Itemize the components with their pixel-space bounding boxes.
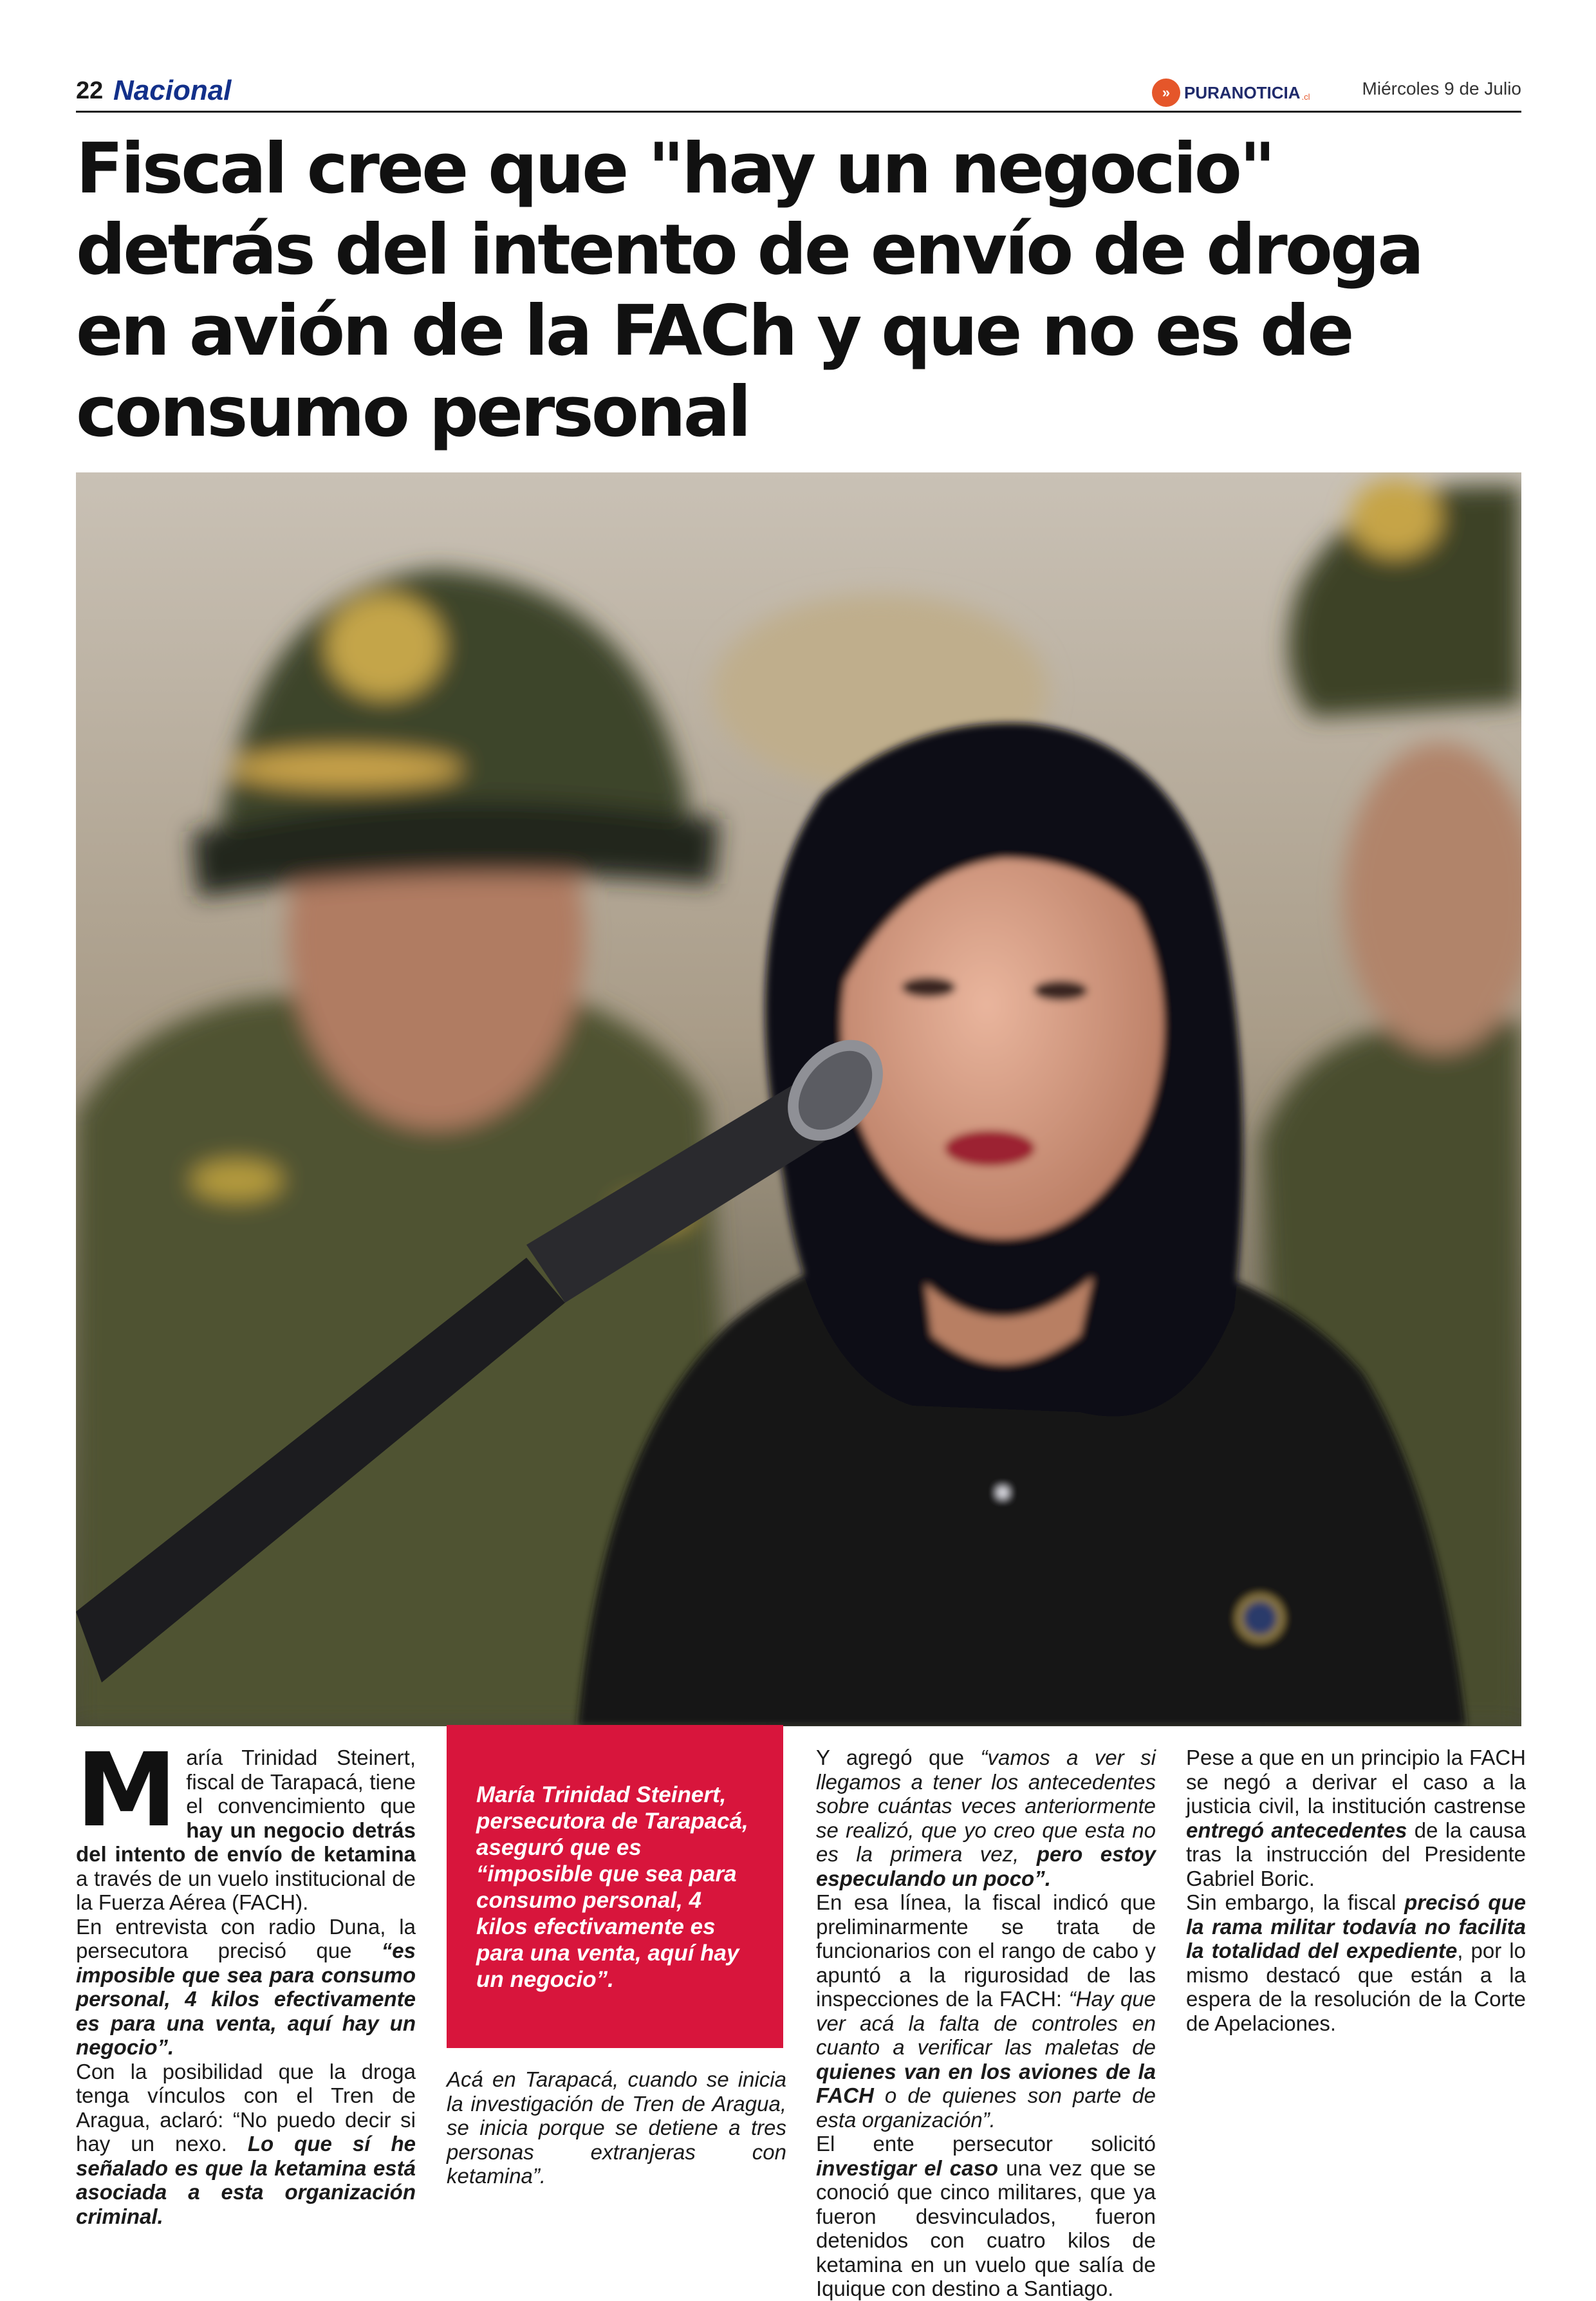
text-run: Sin embargo, la fiscal	[1186, 1890, 1405, 1914]
column-3	[816, 1746, 1156, 2301]
logo-text: PURANOTICIA	[1184, 82, 1301, 102]
page-number: 22	[76, 77, 104, 104]
text-run: de la causa tras la instrucción del Presidente Gabriel Boric.	[1186, 1818, 1526, 1890]
text-run: El ente persecutor solicitó	[816, 2132, 1156, 2156]
text-run-bold-italic: pero estoy especulando un poco”.	[816, 1842, 1156, 1890]
text-run: a través de un vuelo institucional de la Fuerza Aérea (FACH).	[76, 1866, 416, 1914]
text-run: , por lo mismo destacó que están a la espera de la resolución de la Corte de Apelaciones.	[1186, 1939, 1526, 2035]
text-run: una vez que se conoció que cinco militares, que ya fueron desvinculados, fueron detenidos con cuatro kilos de ketamina en un vuelo que salía de Iquique con destino a Santiago.	[816, 2156, 1156, 2300]
column-4	[1186, 1746, 1526, 2035]
paragraph	[816, 1746, 1156, 1890]
paragraph	[447, 2067, 786, 2188]
pull-quote: María Trinidad Steinert, persecutora de Tarapacá, aseguró que es “imposible que sea para consumo personal, 4 kilos efectivamente es para una venta, aquí hay un negocio”.	[447, 1725, 783, 2048]
text-run-bold-italic: Lo que sí he señalado es que la ketamina está asociada a esta organización criminal.	[76, 2132, 416, 2228]
column-1	[76, 1731, 416, 2228]
text-run-italic: “Hay que ver acá la falta de controles en cuanto a verificar las maletas de	[816, 1987, 1156, 2059]
issue-date: Miércoles 9 de Julio	[1362, 79, 1521, 98]
text-run: Y agregó que	[816, 1746, 981, 1769]
section-label: Nacional	[113, 75, 232, 106]
text-run: En esa línea, la fiscal indicó que preliminarmente se trata de funcionarios con el rango de cabo y apuntó a la rigurosidad de las inspecciones de la FACH:	[816, 1890, 1156, 2011]
logo-arrows-icon: »	[1152, 79, 1180, 107]
logo-suffix: .cl	[1301, 91, 1310, 102]
drop-cap: M	[76, 1731, 178, 1850]
text-run-bold: hay un negocio detrás del intento de envío de ketamina	[76, 1818, 416, 1866]
paragraph	[1186, 1746, 1526, 1890]
paragraph	[76, 1915, 416, 2060]
text-run: aría Trinidad Steinert, fiscal de Tarapacá, tiene el convencimiento que	[186, 1746, 416, 1818]
text-run-italic: “vamos a ver si llegamos a tener los antecedentes sobre cuántas veces anteriormente se realizó, que yo creo que esta no es la primera vez,	[816, 1746, 1156, 1866]
text-run: En entrevista con radio Duna, la persecutora precisó que	[76, 1914, 416, 1962]
column-2	[447, 2067, 786, 2188]
headline: Fiscal cree que "hay un negocio" detrás del intento de envío de droga en avión de la FACh y que no es de consumo personal	[76, 129, 1422, 452]
text-run-bold-italic: investigar el caso	[816, 2156, 998, 2180]
puranoticia-logo	[1152, 79, 1310, 107]
paragraph	[76, 2060, 416, 2229]
text-run: Con la posibilidad que la droga tenga vínculos con el Tren de Aragua, aclaró: “No puedo decir si hay un nexo.	[76, 2059, 416, 2156]
text-run-bold-italic: “es imposible que sea para consumo personal, 4 kilos efectivamente es para una venta, aquí hay un negocio”.	[76, 1939, 416, 2059]
paragraph	[816, 1890, 1156, 2132]
text-run-italic: o de quienes son parte de esta organización”.	[816, 2083, 1156, 2132]
page-header	[76, 71, 1521, 116]
text-run-bold-italic: quienes van en los aviones de la FACH	[816, 2059, 1156, 2107]
text-run-italic: Acá en Tarapacá, cuando se inicia la investigación de Tren de Aragua, se inicia porque se detiene a tres personas extranjeras con ketamina”.	[447, 2067, 786, 2188]
paragraph	[816, 2132, 1156, 2301]
text-run-bold-italic: precisó que la rama militar todavía no facilita la totalidad del expediente	[1186, 1890, 1526, 1962]
text-run: Pese a que en un principio la FACH se negó a derivar el caso a la justicia civil, la institución castrense	[1186, 1746, 1526, 1818]
paragraph	[1186, 1890, 1526, 2035]
header-rule	[76, 111, 1521, 113]
text-run-bold-italic: entregó antecedentes	[1186, 1818, 1407, 1842]
article-photo	[76, 472, 1521, 1726]
